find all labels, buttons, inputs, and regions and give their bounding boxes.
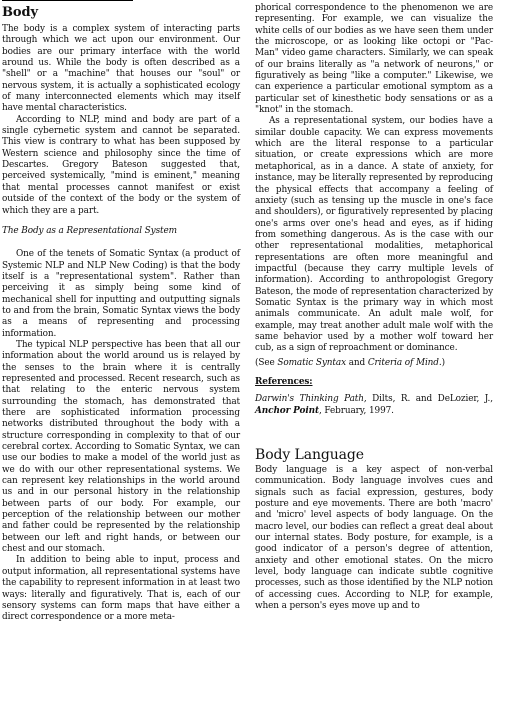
reference-authors: , Dilts, R. and DeLozier, J., [363, 394, 494, 405]
see-also-conjunction: and [345, 357, 368, 368]
right-column [255, 3, 493, 613]
section-title-body-language: Body Language [255, 447, 364, 464]
reference-date: , February, 1997. [318, 405, 394, 416]
paragraph: In addition to being able to input, process and output information, all representational systems have the capability to represent information in at least two ways: literally and figuratively. That is, each of our sensory systems can form maps that have either a direct correspondence or a more meta- [2, 555, 240, 623]
paragraph: As a representational system, our bodies have a similar double capacity. We can express movements which are the literal response to a particular situation, or create expressions which are more metaphorical, as in a dance. A state of anxiety, for instance, may be literally represented by reproducing the physical effects that accompany a feeling of anxiety (such as tensing up the muscle in one's face and shoulders), or figuratively represented by placing one's arms over one's head and eyes, as if hiding from something dangerous. As is the case with our other representational modalities, metaphorical representations are often more meaningful and impactful (because they carry multiple levels of information). According to anthropologist Gregory Bateson, the mode of representation characterized by Somatic Syntax is the primary way in which most animals communicate. An adult male wolf, for example, may treat another adult male wolf with the same behavior used by a mother wolf toward her cub, as a sign of reproachment or dominance. [255, 116, 493, 354]
section-title-body: Body [2, 5, 38, 20]
paragraph: Body language is a key aspect of non-verbal communication. Body language involves cues and signals such as facial expression, gestures, body posture and eye movements. There are both 'macro' and 'micro' level aspects of body language. On the macro level, our bodies can reflect a great deal about our internal states. Body posture, for example, is a good indicator of a person's degree of attention, anxiety and other emotional states. On the micro level, body language can indicate subtle cognitive processes, such as those identified by the NLP notion of accessing cues. According to NLP, for example, when a person's eyes move up and to [255, 465, 493, 612]
paragraph: According to NLP, mind and body are part of a single cybernetic system and cannot be separated. This view is contrary to what has been supposed by Western science and philosophy since the time of Descartes. Gregory Bateson suggested that, perceived systemically, "mind is eminent," meaning that mental processes cannot manifest or exist outside of the context of the body or the system of which they are a part. [2, 114, 240, 216]
see-also-suffix: .) [438, 357, 445, 368]
references-heading: References: [255, 377, 313, 387]
see-also-prefix: (See [255, 357, 278, 368]
reference-publisher: Anchor Point [255, 405, 319, 416]
see-also [255, 358, 493, 369]
left-column [2, 3, 240, 624]
paragraph: One of the tenets of Somatic Syntax (a product of Systemic NLP and NLP New Coding) is that the body itself is a "representational system". Rather than perceiving it as simply being some kind of mechanical shell for inputting and outputting signals to and from the brain, Somatic Syntax views the body as a means of representing and processing information. [2, 249, 240, 339]
paragraph: The body is a complex system of interacting parts through which we act upon our environment. Our bodies are our primary interface with the world around us. While the body is often described as a "shell" or a "machine" that houses our "soul" or nervous system, it is actually a sophisticated ecology of many interconnected elements which may itself have mental characteristics. [2, 24, 240, 114]
see-also-link-criteria-of-mind: Criteria of Mind [367, 357, 439, 368]
paragraph: The typical NLP perspective has been that all our information about the world around us is relayed by the senses to the brain where it is centrally represented and processed. Recent research, such as that relating to the enteric nervous system surrounding the stomach, has demonstrated that there are sophisticated information processing networks distributed throughout the body with a structure corresponding in complexity to that of our cerebral cortex. According to Somatic Syntax, we can use our bodies to make a model of the world just as we do with our other representational systems. We can represent key relationships in the world around us and in our personal history in the relationship between parts of our body. For example, our perception of the relationship between our mother and father could be represented by the relationship between our left and right hands, or between our chest and our stomach. [2, 339, 240, 555]
see-also-link-somatic-syntax: Somatic Syntax [277, 357, 346, 368]
reference-title: Darwin's Thinking Path [255, 394, 364, 405]
top-rule [2, 0, 133, 1]
subheading: The Body as a Representational System [2, 225, 177, 236]
reference-entry [255, 394, 493, 417]
paragraph: phorical correspondence to the phenomenon we are representing. For example, we can visualize the white cells of our bodies as we have seen them under the microscope, or as looking like octopi or "Pac-Man" video game characters. Similarly, we can speak of our brains literally as "a network of neurons," or figuratively as being "like a computer." Likewise, we can experience a particular emotional symptom as a particular set of kinesthetic body sensations or as a "knot" in the stomach. [255, 3, 493, 116]
